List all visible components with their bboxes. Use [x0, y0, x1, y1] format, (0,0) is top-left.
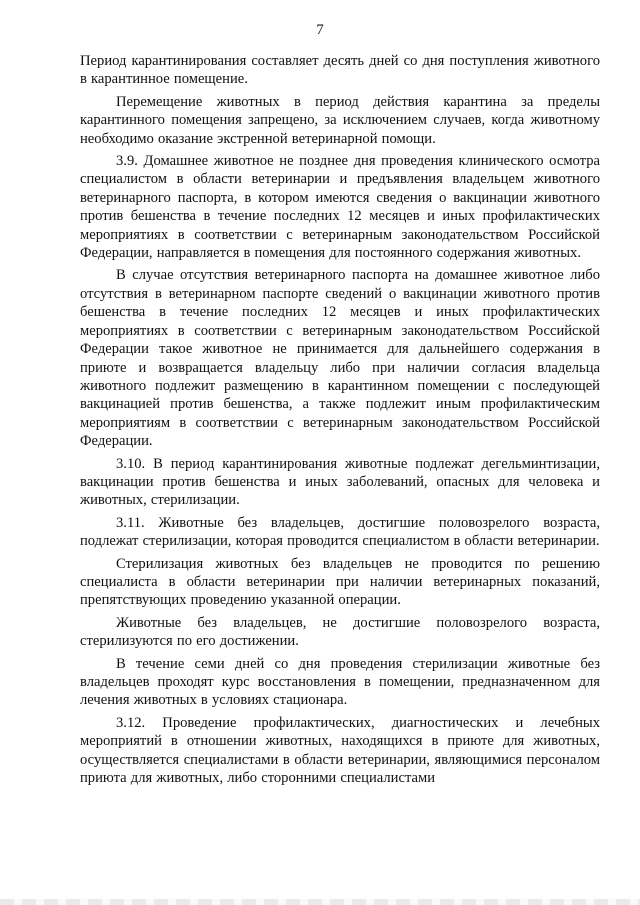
paragraph-quarantine-period: Период карантинирования составляет десять дней со дня поступления животного в карантинное помещение. [80, 53, 600, 88]
document-body [80, 52, 600, 787]
paragraph-3-12: 3.12. Проведение профилактических, диагностических и лечебных мероприятий в отношении животных, находящихся в приюте для животных, осуществляется специалистами в области ветеринарии, являющимися персоналом приюта для животных, либо сторонними специалистами [80, 714, 600, 787]
paragraph-sterilization-exception: Стерилизация животных без владельцев не проводится по решению специалиста в области ветеринарии при наличии ветеринарных показаний, препятствующих проведению указанной операции. [80, 555, 600, 609]
paragraph-immature-animals: Животные без владельцев, не достигшие половозрелого возраста, стерилизуются по его достижении. [80, 614, 600, 650]
paragraph-recovery-period: В течение семи дней со дня проведения стерилизации животные без владельцев проходят курс восстановления в помещении, предназначенном для лечения животных в условиях стационара. [80, 655, 600, 709]
paragraph-no-passport: В случае отсутствия ветеринарного паспорта на домашнее животное либо отсутствия в ветеринарном паспорте сведений о вакцинации животного против бешенства в течение последних 12 месяцев и иных профилактических мероприятиях в соответствии с ветеринарным законодательством Российской Федерации такое животное не принимается для дальнейшего содержания в приюте и возвращается владельцу либо при наличии согласия владельца животного подлежит размещению в карантинном помещении с последующей вакцинацией против бешенства, а также подлежит иным профилактическим мероприятиям в соответствии с ветеринарным законодательством Российской Федерации. [80, 267, 600, 450]
page-number: 7 [316, 22, 324, 38]
paragraph-3-9: 3.9. Домашнее животное не позднее дня проведения клинического осмотра специалистом в области ветеринарии и предъявления владельцем животного ветеринарного паспорта, в котором имеются сведения о вакцинации животного против бешенства в течение последних 12 месяцев и иных профилактических мероприятиях в соответствии с ветеринарным законодательством Российской Федерации, направляется в помещения для постоянного содержания животных. [80, 153, 600, 262]
paragraph-3-10: 3.10. В период карантинирования животные подлежат дегельминтизации, вакцинации против бешенства и иных заболеваний, опасных для человека и животных, стерилизации. [80, 455, 600, 509]
paragraph-3-11: 3.11. Животные без владельцев, достигшие половозрелого возраста, подлежат стерилизации, которая проводится специалистом в области ветеринарии. [80, 514, 600, 550]
scan-edge-artifact [0, 899, 640, 905]
paragraph-movement-restriction: Перемещение животных в период действия карантина за пределы карантинного помещения запрещено, за исключением случаев, когда животному необходимо оказание экстренной ветеринарной помощи. [80, 93, 600, 147]
